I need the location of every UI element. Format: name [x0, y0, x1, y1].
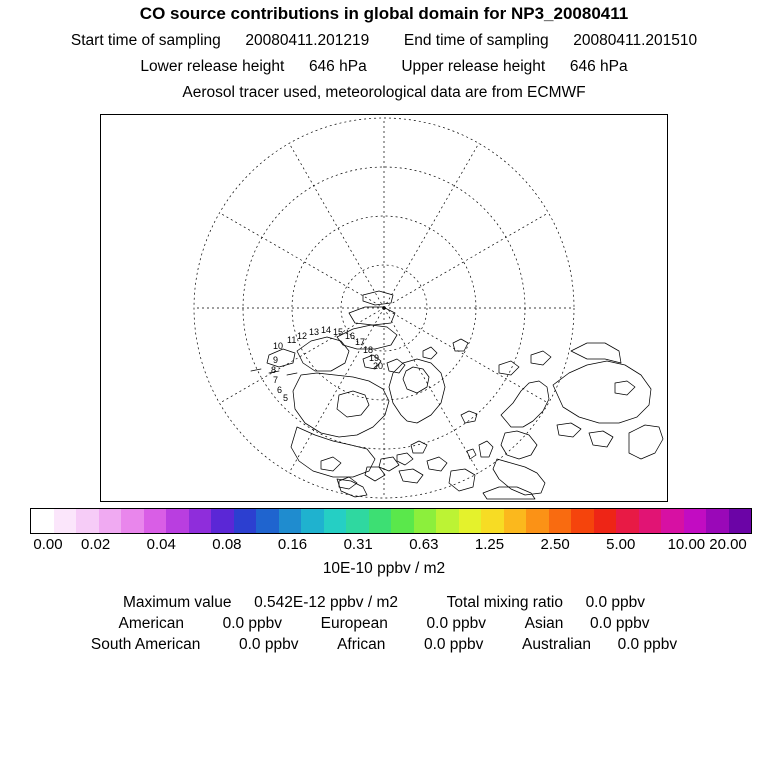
colorbar-swatch-8: [211, 509, 234, 533]
region-value-european: 0.0 ppbv: [426, 615, 486, 632]
traj-label-18: 18: [363, 345, 374, 355]
traj-label-5: 5: [283, 393, 289, 403]
start-time-label: Start time of sampling: [70, 32, 221, 49]
colorbar-tick-10: 10.00: [667, 536, 706, 553]
region-value-australian: 0.0 ppbv: [617, 636, 678, 653]
release-height-line: [0, 58, 768, 76]
region-label-european: European: [320, 615, 388, 632]
region-label-asian: Asian: [524, 615, 564, 632]
statistics-block: [0, 594, 768, 657]
region-label-australian: Australian: [522, 636, 591, 653]
total-mixing-ratio-value: 0.0 ppbv: [585, 594, 646, 611]
colorbar-swatch-23: [549, 509, 572, 533]
colorbar-swatch-25: [594, 509, 617, 533]
colorbar-swatch-1: [54, 509, 77, 533]
colorbar-swatch-22: [526, 509, 549, 533]
colorbar: [30, 508, 752, 534]
colorbar-swatch-21: [504, 509, 527, 533]
region-value-asian: 0.0 ppbv: [590, 615, 650, 632]
colorbar-tick-1: 0.02: [81, 536, 111, 553]
region-label-american: American: [118, 615, 184, 632]
traj-label-7: 7: [273, 375, 279, 385]
colorbar-swatch-28: [661, 509, 684, 533]
colorbar-swatch-13: [324, 509, 347, 533]
upper-release-height-label: Upper release height: [401, 58, 546, 75]
stats-row-south: [0, 636, 768, 654]
colorbar-swatch-15: [369, 509, 392, 533]
max-value-label: Maximum value: [122, 594, 232, 611]
colorbar-swatch-18: [436, 509, 459, 533]
region-value-african: 0.0 ppbv: [423, 636, 484, 653]
colorbar-swatch-3: [99, 509, 122, 533]
colorbar-swatch-19: [459, 509, 482, 533]
region-label-african: African: [337, 636, 386, 653]
colorbar-tick-7: 1.25: [474, 536, 505, 553]
total-mixing-ratio-label: Total mixing ratio: [446, 594, 563, 611]
tracer-note: Aerosol tracer used, meteorological data are from ECMWF: [182, 84, 586, 101]
colorbar-swatch-31: [729, 509, 752, 533]
colorbar-swatch-11: [279, 509, 302, 533]
stats-row-summary: [0, 594, 768, 612]
max-value-value: 0.542E-12 ppbv / m2: [254, 594, 399, 611]
upper-release-height-value: 646 hPa: [569, 58, 628, 75]
colorbar-swatch-27: [639, 509, 662, 533]
traj-label-10: 10: [273, 341, 284, 351]
colorbar-tick-9: 5.00: [606, 536, 636, 553]
stats-row-north: [0, 615, 768, 633]
colorbar-tick-11: 20.00: [709, 536, 747, 553]
traj-label-9: 9: [273, 355, 279, 365]
lower-release-height-label: Lower release height: [140, 58, 285, 75]
traj-label-8: 8: [271, 365, 277, 375]
region-value-american: 0.0 ppbv: [222, 615, 283, 632]
lower-release-height-value: 646 hPa: [308, 58, 367, 75]
traj-label-6: 6: [277, 385, 283, 395]
colorbar-swatch-30: [706, 509, 729, 533]
end-time-value: 20080411.201510: [573, 32, 698, 49]
colorbar-tick-labels: [0, 536, 768, 554]
map-panel: [100, 114, 668, 502]
traj-label-13: 13: [309, 327, 320, 337]
colorbar-swatch-7: [189, 509, 212, 533]
colorbar-swatch-16: [391, 509, 414, 533]
colorbar-tick-3: 0.08: [212, 536, 242, 553]
traj-label-15: 15: [333, 327, 344, 337]
colorbar-swatch-0: [31, 509, 54, 533]
colorbar-swatch-10: [256, 509, 279, 533]
end-time-label: End time of sampling: [403, 32, 549, 49]
colorbar-swatch-12: [301, 509, 324, 533]
traj-label-12: 12: [297, 331, 308, 341]
sampling-time-line: [0, 32, 768, 50]
colorbar-tick-5: 0.31: [343, 536, 373, 553]
colorbar-swatch-6: [166, 509, 189, 533]
traj-label-11: 11: [287, 335, 297, 345]
colorbar-tick-2: 0.04: [146, 536, 176, 553]
colorbar-swatch-24: [571, 509, 594, 533]
colorbar-swatch-5: [144, 509, 167, 533]
traj-label-14: 14: [321, 325, 332, 335]
colorbar-swatch-26: [616, 509, 639, 533]
map-graticule: [194, 118, 574, 498]
colorbar-tick-0: 0.00: [33, 536, 63, 553]
region-label-south-american: South American: [90, 636, 201, 653]
colorbar-tick-4: 0.16: [277, 536, 308, 553]
traj-label-17: 17: [355, 337, 366, 347]
colorbar-swatch-14: [346, 509, 369, 533]
page-title: CO source contributions in global domain for NP3_20080411: [139, 4, 629, 23]
traj-label-16: 16: [345, 331, 356, 341]
colorbar-swatch-4: [121, 509, 144, 533]
start-time-value: 20080411.201219: [245, 32, 370, 49]
map-coastlines: [251, 291, 663, 499]
region-value-south-american: 0.0 ppbv: [238, 636, 299, 653]
traj-label-20: 20: [373, 361, 384, 371]
traj-label-19: 19: [369, 353, 380, 363]
colorbar-swatch-29: [684, 509, 707, 533]
colorbar-tick-8: 2.50: [540, 536, 570, 553]
colorbar-swatch-9: [234, 509, 257, 533]
colorbar-tick-6: 0.63: [409, 536, 439, 553]
colorbar-swatch-17: [414, 509, 437, 533]
colorbar-swatch-20: [481, 509, 504, 533]
colorbar-swatch-2: [76, 509, 99, 533]
colorbar-unit-label: 10E-10 ppbv / m2: [322, 560, 446, 577]
